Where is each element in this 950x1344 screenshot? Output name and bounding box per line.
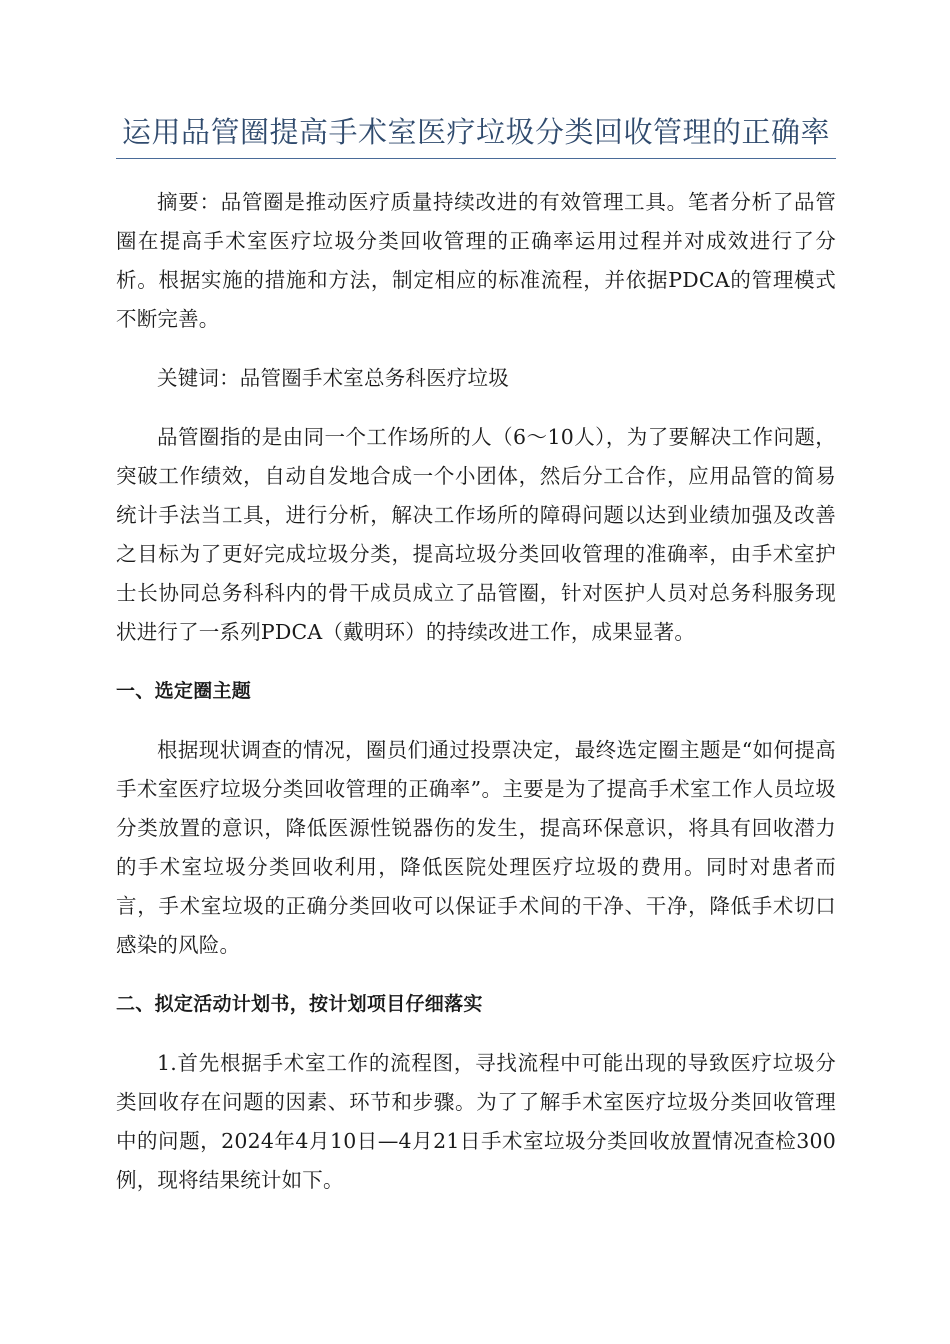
keywords-paragraph: 关键词：品管圈手术室总务科医疗垃圾 <box>157 366 509 390</box>
intro-paragraph: 品管圈指的是由同一个工作场所的人（6～10人），为了要解决工作问题，突破工作绩效，自动自发地合成一个小团体，然后分工合作，应用品管的简易统计手法当工具，进行分析，解决工作场所的障碍问题以达到业绩加强及改善之目标为了更好完成垃圾分类，提高垃圾分类回收管理的准确率，由手术室护士长协同总务科科内的骨干成员成立了品管圈，针对医护人员对总务科服务现状进行了一系列PDCA（戴明环）的持续改进工作，成果显著。 <box>116 425 836 644</box>
spacer <box>116 652 836 672</box>
section-heading-1: 一、选定圈主题 <box>116 680 252 702</box>
spacer <box>116 965 836 985</box>
document-title: 运用品管圈提高手术室医疗垃圾分类回收管理的正确率 <box>116 112 836 159</box>
section-2-paragraph: 1.首先根据手术室工作的流程图，寻找流程中可能出现的导致医疗垃圾分类回收存在问题的因素、环节和步骤。为了了解手术室医疗垃圾分类回收管理中的问题，2024年4月10日—4月21日手术室垃圾分类回收放置情况查检300例，现将结果统计如下。 <box>116 1051 836 1192</box>
abstract-paragraph: 摘要：品管圈是推动医疗质量持续改进的有效管理工具。笔者分析了品管圈在提高手术室医疗垃圾分类回收管理的正确率运用过程并对成效进行了分析。根据实施的措施和方法，制定相应的标准流程，并依据PDCA的管理模式不断完善。 <box>116 190 836 331</box>
document-page <box>116 112 836 1200</box>
spacer <box>116 339 836 359</box>
spacer <box>116 711 836 731</box>
section-1-paragraph: 根据现状调查的情况，圈员们通过投票决定，最终选定圈主题是“如何提高手术室医疗垃圾分类回收管理的正确率”。主要是为了提高手术室工作人员垃圾分类放置的意识，降低医源性锐器伤的发生，提高环保意识，将具有回收潜力的手术室垃圾分类回收利用，降低医院处理医疗垃圾的费用。同时对患者而言，手术室垃圾的正确分类回收可以保证手术间的干净、干净，降低手术切口感染的风险。 <box>116 738 836 957</box>
spacer <box>116 159 836 183</box>
spacer <box>116 1024 836 1044</box>
spacer <box>116 398 836 418</box>
section-heading-2: 二、拟定活动计划书，按计划项目仔细落实 <box>116 993 483 1015</box>
